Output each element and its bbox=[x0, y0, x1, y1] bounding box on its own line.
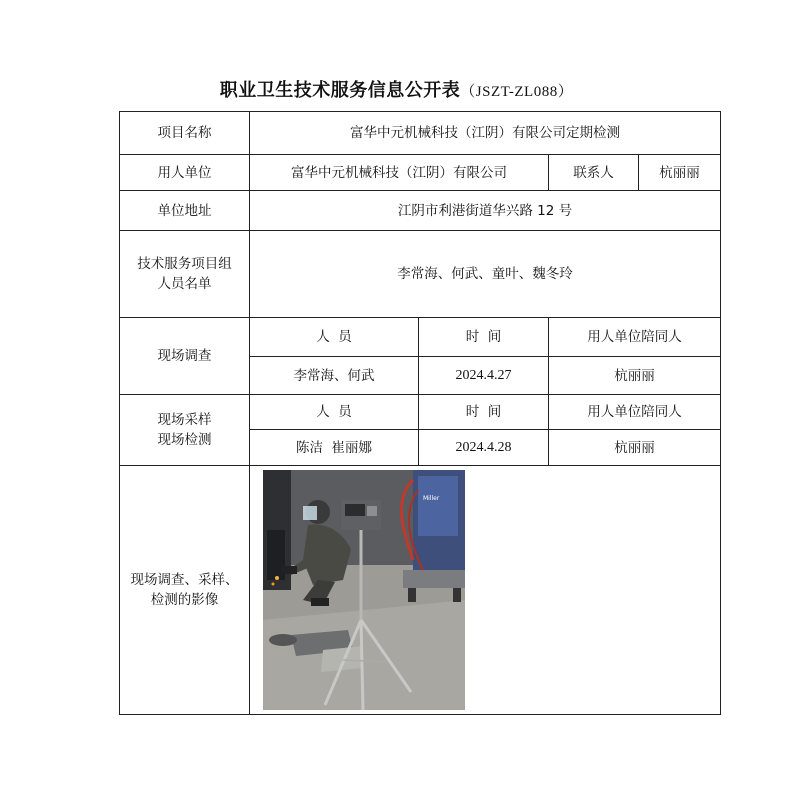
page-title bbox=[0, 76, 793, 102]
team-label bbox=[120, 231, 250, 318]
sampling-personnel: 陈洁 崔丽娜 bbox=[250, 430, 419, 466]
survey-header-personnel: 人 员 bbox=[250, 318, 419, 357]
survey-escort: 杭丽丽 bbox=[549, 357, 721, 395]
row-employer bbox=[120, 155, 721, 191]
welder-brand-text: Miller bbox=[423, 495, 440, 502]
images-label-line2: 检测的影像 bbox=[150, 592, 219, 608]
contact-value: 杭丽丽 bbox=[639, 155, 721, 191]
employer-value: 富华中元机械科技（江阴）有限公司 bbox=[250, 155, 549, 191]
row-sampling-header bbox=[120, 395, 721, 430]
sampling-escort: 杭丽丽 bbox=[549, 430, 721, 466]
sampling-label bbox=[120, 395, 250, 466]
project-value: 富华中元机械科技（江阴）有限公司定期检测 bbox=[250, 112, 721, 155]
contact-label: 联系人 bbox=[549, 155, 639, 191]
sampling-label-line1: 现场采样 bbox=[157, 412, 212, 428]
row-team bbox=[120, 231, 721, 318]
sampling-header-time: 时 间 bbox=[419, 395, 549, 430]
sampling-header-personnel: 人 员 bbox=[250, 395, 419, 430]
sampling-header-escort: 用人单位陪同人 bbox=[549, 395, 721, 430]
title-main: 职业卫生技术服务信息公开表 bbox=[219, 80, 461, 101]
row-survey-header bbox=[120, 318, 721, 357]
site-photo bbox=[263, 470, 465, 710]
team-label-line1: 技术服务项目组 bbox=[137, 256, 232, 272]
row-project bbox=[120, 112, 721, 155]
address-label: 单位地址 bbox=[120, 191, 250, 231]
title-code: （JSZT-ZL088） bbox=[460, 84, 574, 100]
address-value: 江阴市利港街道华兴路 12 号 bbox=[250, 191, 721, 231]
sampling-label-line2: 现场检测 bbox=[157, 432, 212, 448]
images-cell bbox=[250, 466, 721, 715]
row-address bbox=[120, 191, 721, 231]
sampling-date: 2024.4.28 bbox=[419, 430, 549, 466]
survey-date: 2024.4.27 bbox=[419, 357, 549, 395]
images-label-line1: 现场调查、采样、 bbox=[130, 572, 239, 588]
info-table bbox=[119, 111, 721, 715]
survey-header-escort: 用人单位陪同人 bbox=[549, 318, 721, 357]
project-label: 项目名称 bbox=[120, 112, 250, 155]
survey-personnel: 李常海、何武 bbox=[250, 357, 419, 395]
employer-label: 用人单位 bbox=[120, 155, 250, 191]
survey-header-time: 时 间 bbox=[419, 318, 549, 357]
survey-label: 现场调查 bbox=[120, 318, 250, 395]
team-value: 李常海、何武、童叶、魏冬玲 bbox=[250, 231, 721, 318]
row-images bbox=[120, 466, 721, 715]
images-label bbox=[120, 466, 250, 715]
team-label-line2: 人员名单 bbox=[157, 276, 212, 292]
